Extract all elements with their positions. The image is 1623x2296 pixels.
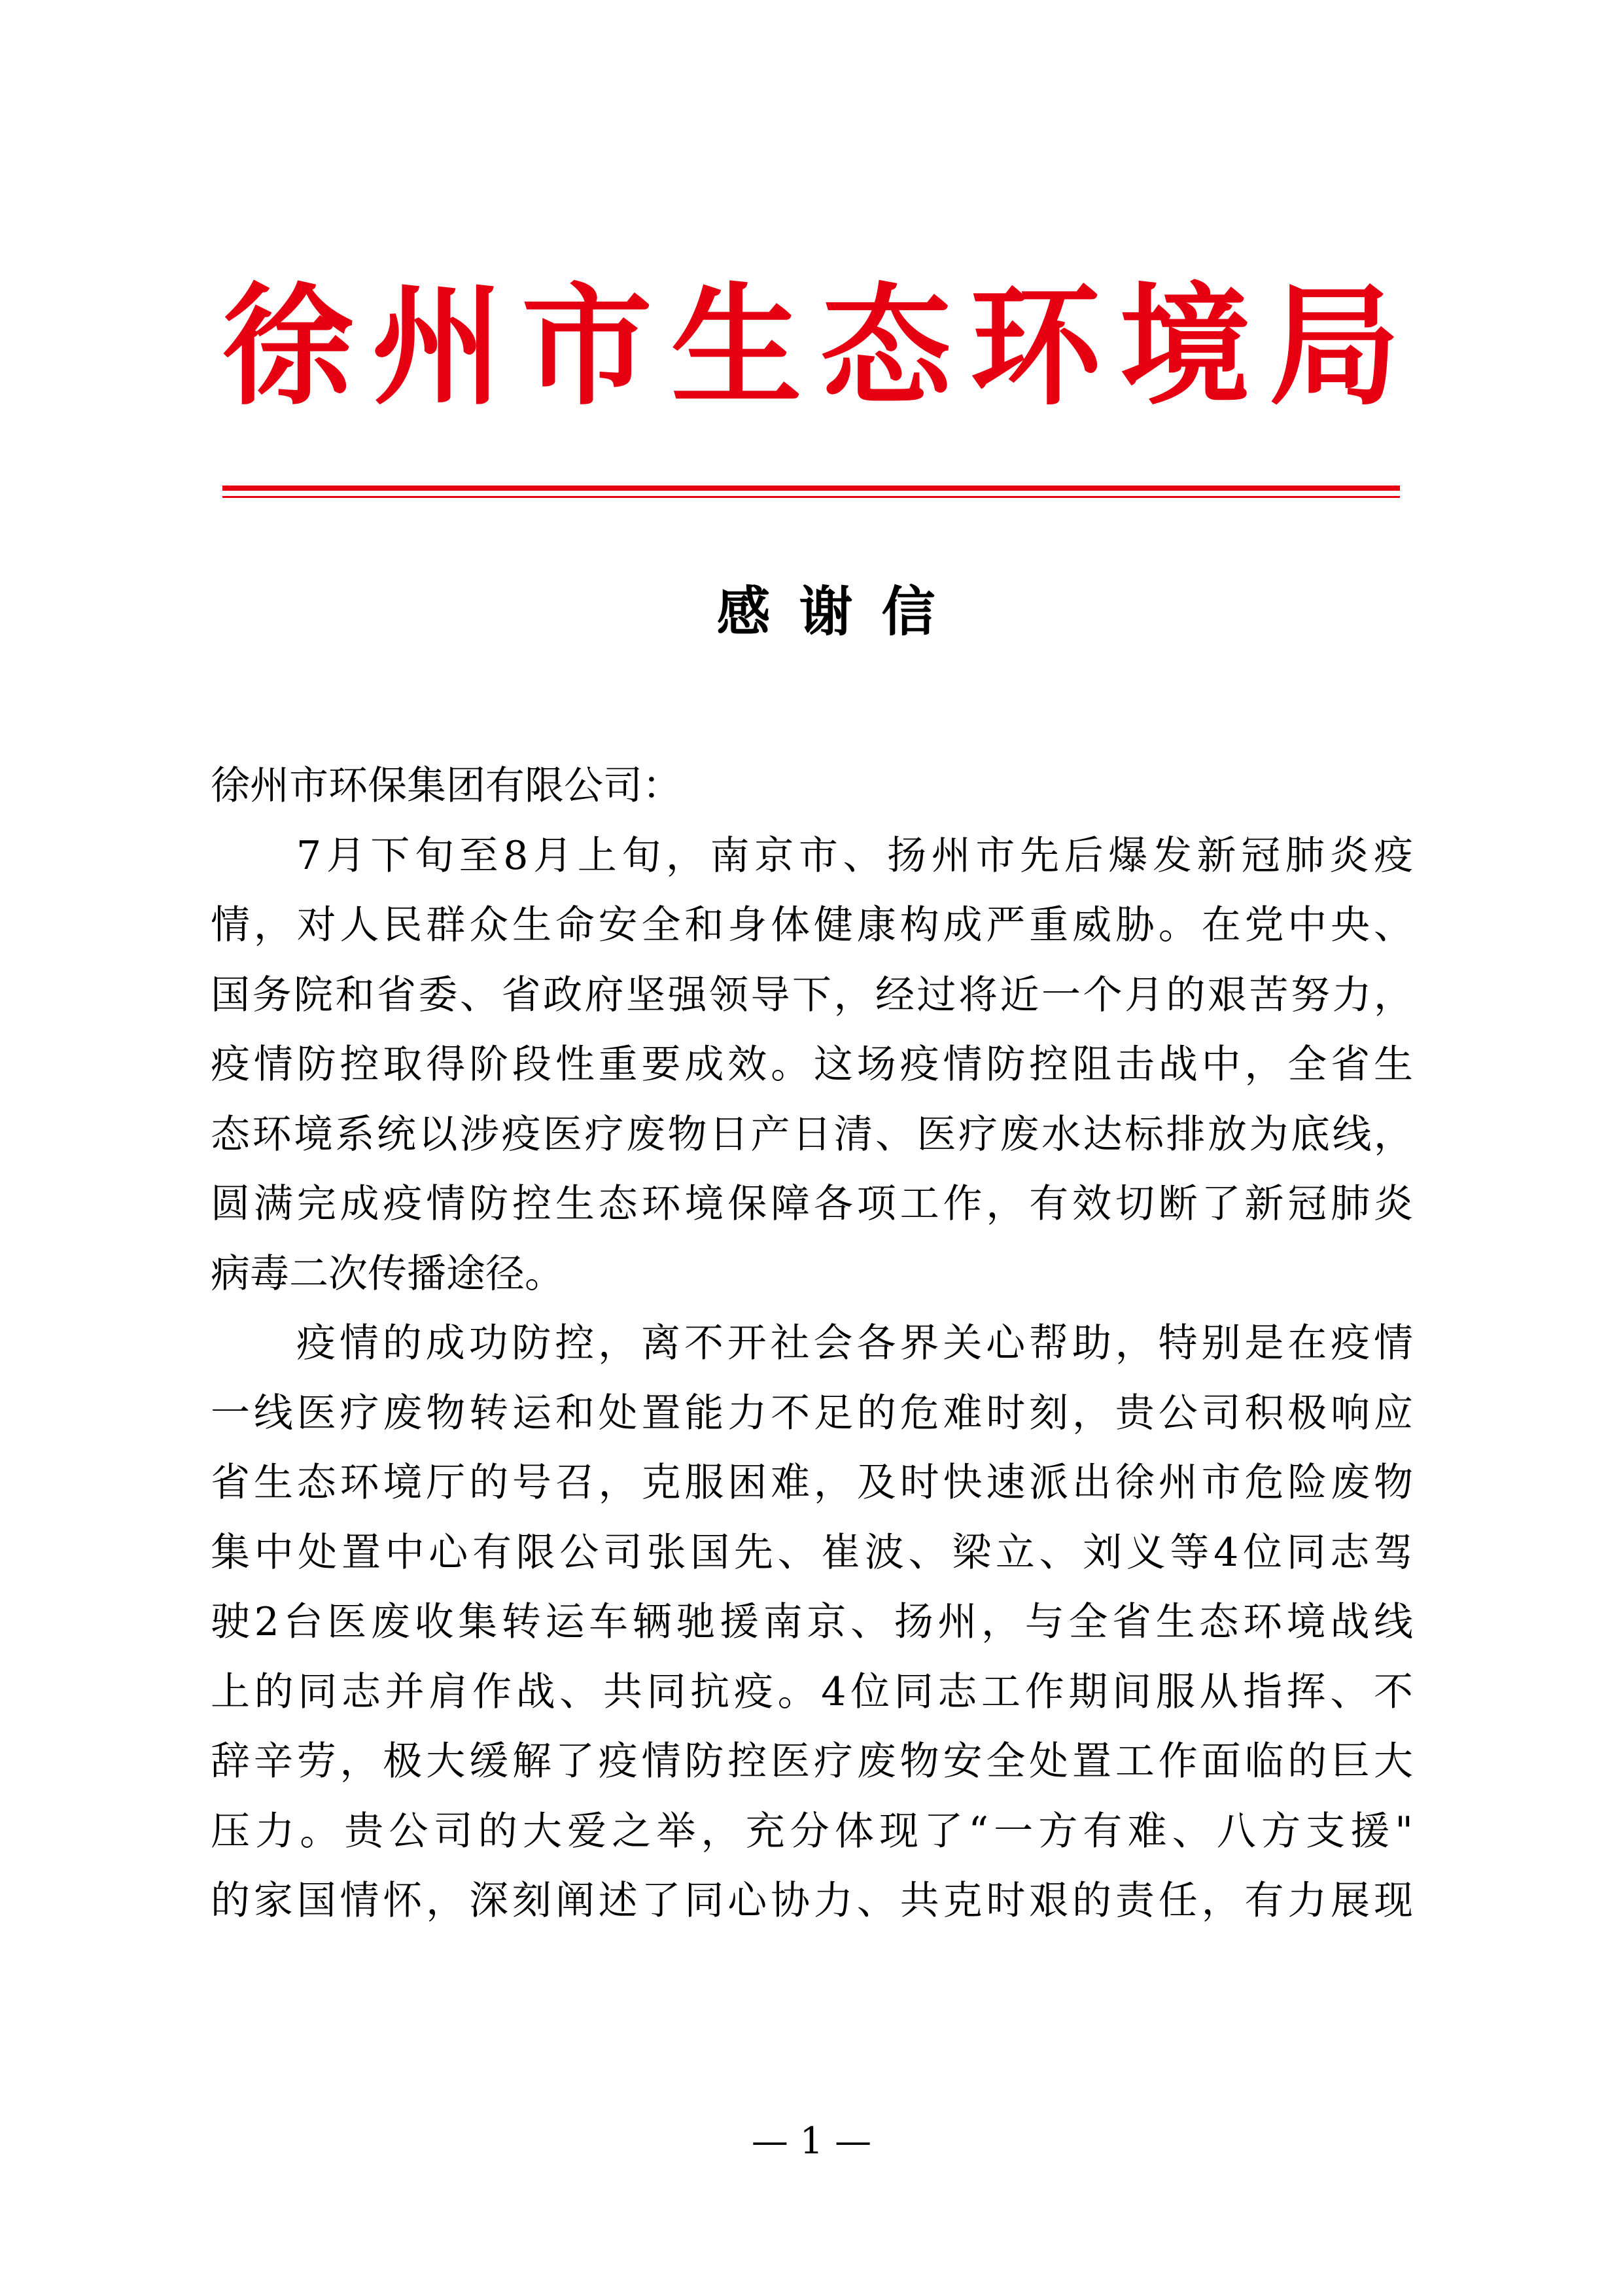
text-line: 驶2台医废收集转运车辆驰援南京、扬州，与全省生态环境战线 bbox=[211, 1599, 1413, 1645]
text-line: 省生态环境厅的号召，克服困难，及时快速派出徐州市危险废物 bbox=[211, 1460, 1413, 1506]
text-line: 圆满完成疫情防控生态环境保障各项工作，有效切断了新冠肺炎 bbox=[211, 1181, 1413, 1227]
paragraph-1 bbox=[211, 821, 1413, 1309]
paragraph-2 bbox=[211, 1309, 1413, 1936]
text-line: 压力。贵公司的大爱之举，充分体现了“一方有难、八方支援" bbox=[211, 1808, 1413, 1854]
page-number: — 1 — bbox=[751, 2120, 872, 2163]
header-divider-thick bbox=[222, 486, 1400, 491]
document-title: 感谢信 bbox=[716, 581, 964, 643]
text-line: 集中处置中心有限公司张国先、崔波、梁立、刘义等4位同志驾 bbox=[211, 1529, 1413, 1576]
salutation: 徐州市环保集团有限公司： bbox=[211, 763, 682, 809]
text-line: 7月下旬至8月上旬，南京市、扬州市先后爆发新冠肺炎疫 bbox=[296, 832, 1413, 879]
text-line: 一线医疗废物转运和处置能力不足的危难时刻，贵公司积极响应 bbox=[211, 1390, 1413, 1436]
header-divider-thin bbox=[222, 496, 1400, 498]
text-line: 辞辛劳，极大缓解了疫情防控医疗废物安全处置工作面临的巨大 bbox=[211, 1739, 1413, 1784]
org-char: 州 bbox=[372, 270, 503, 423]
org-char: 态 bbox=[820, 270, 952, 423]
letter-body bbox=[211, 751, 1413, 1936]
text-line: 疫情的成功防控，离不开社会各界关心帮助，特别是在疫情 bbox=[296, 1320, 1413, 1366]
text-line: 态环境系统以涉疫医疗废物日产日清、医疗废水达标排放为底线， bbox=[211, 1111, 1413, 1157]
org-char: 环 bbox=[969, 270, 1101, 423]
organization-header bbox=[222, 262, 1400, 432]
text-line: 国务院和省委、省政府坚强领导下，经过将近一个月的艰苦努力， bbox=[211, 972, 1413, 1018]
text-line: 病毒二次传播途径。 bbox=[211, 1250, 564, 1297]
text-line: 的家国情怀，深刻阐述了同心协力、共克时艰的责任，有力展现 bbox=[211, 1878, 1413, 1924]
org-char: 境 bbox=[1119, 270, 1251, 423]
org-char: 局 bbox=[1268, 270, 1400, 423]
org-char: 市 bbox=[521, 270, 653, 423]
org-char: 徐 bbox=[222, 270, 354, 423]
text-line: 疫情防控取得阶段性重要成效。这场疫情防控阻击战中，全省生 bbox=[211, 1042, 1413, 1087]
org-char: 生 bbox=[671, 270, 802, 423]
text-line: 情，对人民群众生命安全和身体健康构成严重威胁。在党中央、 bbox=[211, 902, 1413, 948]
text-line: 上的同志并肩作战、共同抗疫。4位同志工作期间服从指挥、不 bbox=[211, 1669, 1413, 1715]
